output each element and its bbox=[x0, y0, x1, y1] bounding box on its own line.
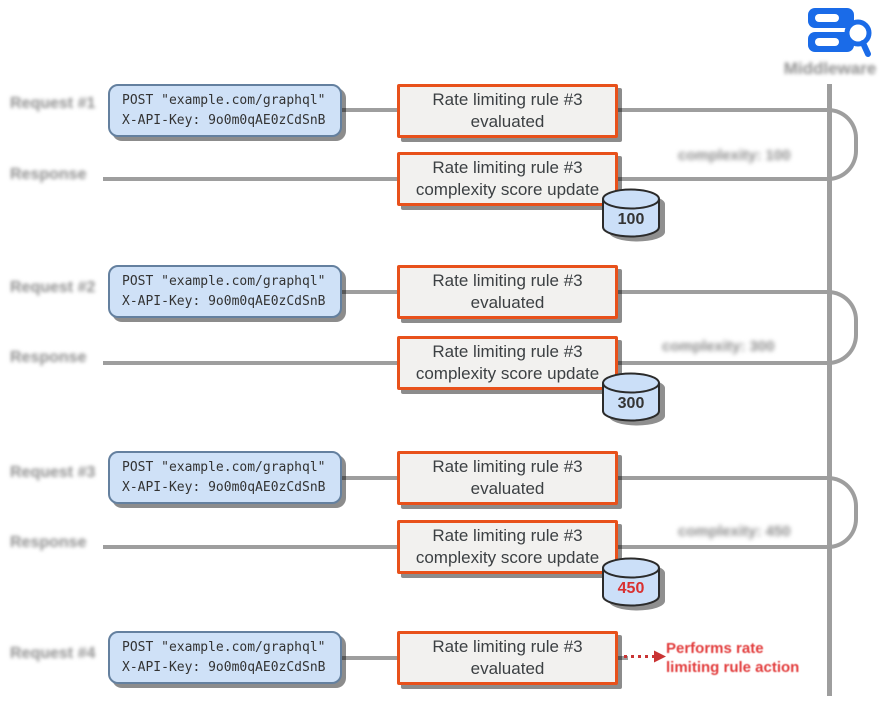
rule-box-line: evaluated bbox=[470, 479, 545, 498]
middleware-label: Middleware bbox=[783, 59, 877, 78]
action-note-line: Performs rate bbox=[666, 640, 764, 657]
rule-box-line: Rate limiting rule #3 bbox=[432, 89, 583, 109]
request-label: Request #4 bbox=[10, 645, 96, 662]
request-box bbox=[108, 84, 342, 137]
action-note-line: limiting rule action bbox=[666, 658, 800, 676]
connector-line bbox=[616, 108, 828, 112]
rule-evaluated-box bbox=[397, 631, 618, 685]
response-label: Response bbox=[10, 349, 87, 366]
score-annotation: complexity: 450 bbox=[678, 523, 791, 540]
api-key-line: X-API-Key: 9o0m0qAE0zCdSnB bbox=[122, 293, 326, 309]
rule-box-line: Rate limiting rule #3 bbox=[432, 341, 583, 361]
request-label: Request #1 bbox=[10, 95, 96, 112]
store-value: 300 bbox=[617, 395, 645, 412]
loop-arc-1 bbox=[828, 108, 858, 181]
api-key-line: X-API-Key: 9o0m0qAE0zCdSnB bbox=[122, 112, 326, 128]
rule-evaluated-box bbox=[397, 265, 618, 319]
rule-score-box bbox=[397, 520, 618, 574]
rule-box-line: evaluated bbox=[470, 659, 545, 678]
connector-line bbox=[616, 361, 828, 365]
api-post-line: POST "example.com/graphql" bbox=[122, 460, 326, 475]
store-value: 100 bbox=[617, 211, 645, 228]
rule-box-line: Rate limiting rule #3 bbox=[432, 456, 583, 476]
rule-box-line: complexity score update bbox=[415, 180, 600, 199]
score-store-cylinder bbox=[601, 186, 671, 244]
request-label: Request #2 bbox=[10, 279, 96, 296]
rule-evaluated-box bbox=[397, 451, 618, 505]
connector-line bbox=[342, 656, 399, 660]
rule-box-line: Rate limiting rule #3 bbox=[432, 270, 583, 290]
connector-line bbox=[342, 290, 399, 294]
connector-line bbox=[103, 545, 399, 549]
api-key-line: X-API-Key: 9o0m0qAE0zCdSnB bbox=[122, 659, 326, 675]
rule-box-line: Rate limiting rule #3 bbox=[432, 157, 583, 177]
request-box bbox=[108, 265, 342, 318]
connector-line bbox=[103, 361, 399, 365]
connector-line bbox=[616, 545, 828, 549]
rule-score-box bbox=[397, 336, 618, 390]
rule-score-box bbox=[397, 152, 618, 206]
rule-box-line: evaluated bbox=[470, 293, 545, 312]
score-annotation: complexity: 100 bbox=[678, 147, 791, 164]
connector-line bbox=[342, 476, 399, 480]
store-value: 450 bbox=[617, 580, 645, 597]
rule-box-line: Rate limiting rule #3 bbox=[432, 636, 583, 656]
request-label: Request #3 bbox=[10, 464, 96, 481]
connector-line bbox=[616, 290, 828, 294]
rate-limit-action-note bbox=[666, 640, 799, 678]
response-label: Response bbox=[10, 166, 87, 183]
response-label: Response bbox=[10, 534, 87, 551]
api-post-line: POST "example.com/graphql" bbox=[122, 274, 326, 289]
rule-box-line: complexity score update bbox=[415, 548, 600, 567]
connector-line bbox=[616, 476, 828, 480]
connector-line bbox=[342, 108, 399, 112]
database-search-icon bbox=[806, 7, 876, 57]
api-post-line: POST "example.com/graphql" bbox=[122, 640, 326, 655]
connector-line bbox=[103, 177, 399, 181]
score-annotation: complexity: 300 bbox=[662, 338, 775, 355]
api-post-line: POST "example.com/graphql" bbox=[122, 93, 326, 108]
loop-arc-2 bbox=[828, 290, 858, 365]
request-box bbox=[108, 451, 342, 504]
connector-line bbox=[616, 177, 828, 181]
rule-box-line: complexity score update bbox=[415, 364, 600, 383]
request-box bbox=[108, 631, 342, 684]
loop-arc-3 bbox=[828, 476, 858, 549]
dashed-arrow-icon bbox=[624, 650, 666, 663]
score-store-cylinder bbox=[601, 555, 671, 613]
rule-evaluated-box bbox=[397, 84, 618, 138]
api-key-line: X-API-Key: 9o0m0qAE0zCdSnB bbox=[122, 479, 326, 495]
score-store-cylinder bbox=[601, 370, 671, 428]
rule-box-line: Rate limiting rule #3 bbox=[432, 525, 583, 545]
rule-box-line: evaluated bbox=[470, 112, 545, 131]
